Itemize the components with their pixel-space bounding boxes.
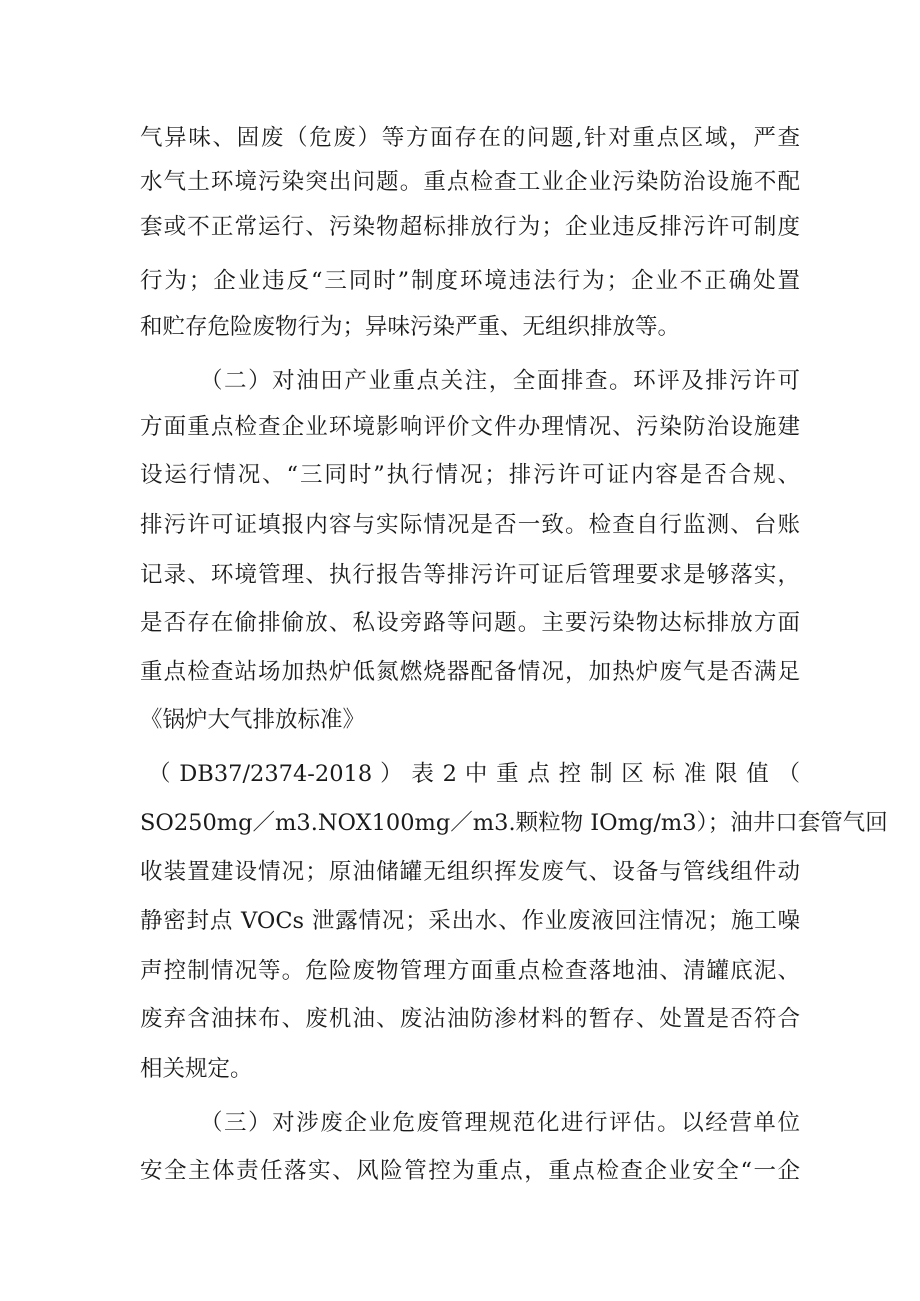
paragraph-2-line-9: （ DB37/2374-2018 ） 表 2 中 重 点 控 制 区 标 准 限 值 （ [148,761,800,787]
paragraph-2-line-10: SO250mg／m3.NOX100mg／m3.颗粒物 IOmg/m3）；油井口套管气回 [140,810,888,836]
paragraph-2-line-1: （二）对油田产业重点关注，全面排查。环评及排污许可 [200,368,800,394]
paragraph-2-line-4: 排污许可证填报内容与实际情况是否一致。检查自行监测、台账 [140,512,800,538]
paragraph-2-line-3: 设运行情况、“三同时”执行情况；排污许可证内容是否合规、 [140,462,800,488]
paragraph-2-line-15: 相关规定。 [140,1056,253,1082]
paragraph-2-line-2: 方面重点检查企业环境影响评价文件办理情况、污染防治设施建 [140,414,800,440]
paragraph-1-line-5: 和贮存危险废物行为；异味污染严重、无组织排放等。 [140,314,681,340]
paragraph-2-line-14: 废弃含油抹布、废机油、废沾油防渗材料的暂存、处置是否符合 [140,1006,800,1032]
paragraph-2-line-6: 是否存在偷排偷放、私设旁路等问题。主要污染物达标排放方面 [140,610,800,636]
paragraph-2-line-12: 静密封点 VOCs 泄露情况；采出水、作业废液回注情况；施工噪 [140,908,800,934]
paragraph-2-line-7: 重点检查站场加热炉低氮燃烧器配备情况，加热炉废气是否满足 [140,659,800,685]
paragraph-2-line-8: 《锅炉大气排放标准》 [140,707,366,733]
paragraph-1-line-2: 水气土环境污染突出问题。重点检查工业企业污染防治设施不配 [140,169,800,195]
paragraph-2-line-11: 收装置建设情况；原油储罐无组织挥发废气、设备与管线组件动 [140,859,800,885]
paragraph-2-line-13: 声控制情况等。危险废物管理方面重点检查落地油、清罐底泥、 [140,958,800,984]
paragraph-1-line-4: 行为；企业违反“三同时”制度环境违法行为；企业不正确处置 [140,268,800,294]
paragraph-1-line-3: 套或不正常运行、污染物超标排放行为；企业违反排污许可制度 [140,214,800,240]
paragraph-3-line-1: （三）对涉废企业危废管理规范化进行评估。以经营单位 [200,1110,800,1136]
paragraph-2-line-5: 记录、环境管理、执行报告等排污许可证后管理要求是够落实， [140,562,800,588]
paragraph-3-line-2: 安全主体责任落实、风险管控为重点，重点检查企业安全“一企 [140,1158,800,1184]
paragraph-1-line-1: 气异味、固废（危废）等方面存在的问题,针对重点区域，严查 [140,125,800,151]
